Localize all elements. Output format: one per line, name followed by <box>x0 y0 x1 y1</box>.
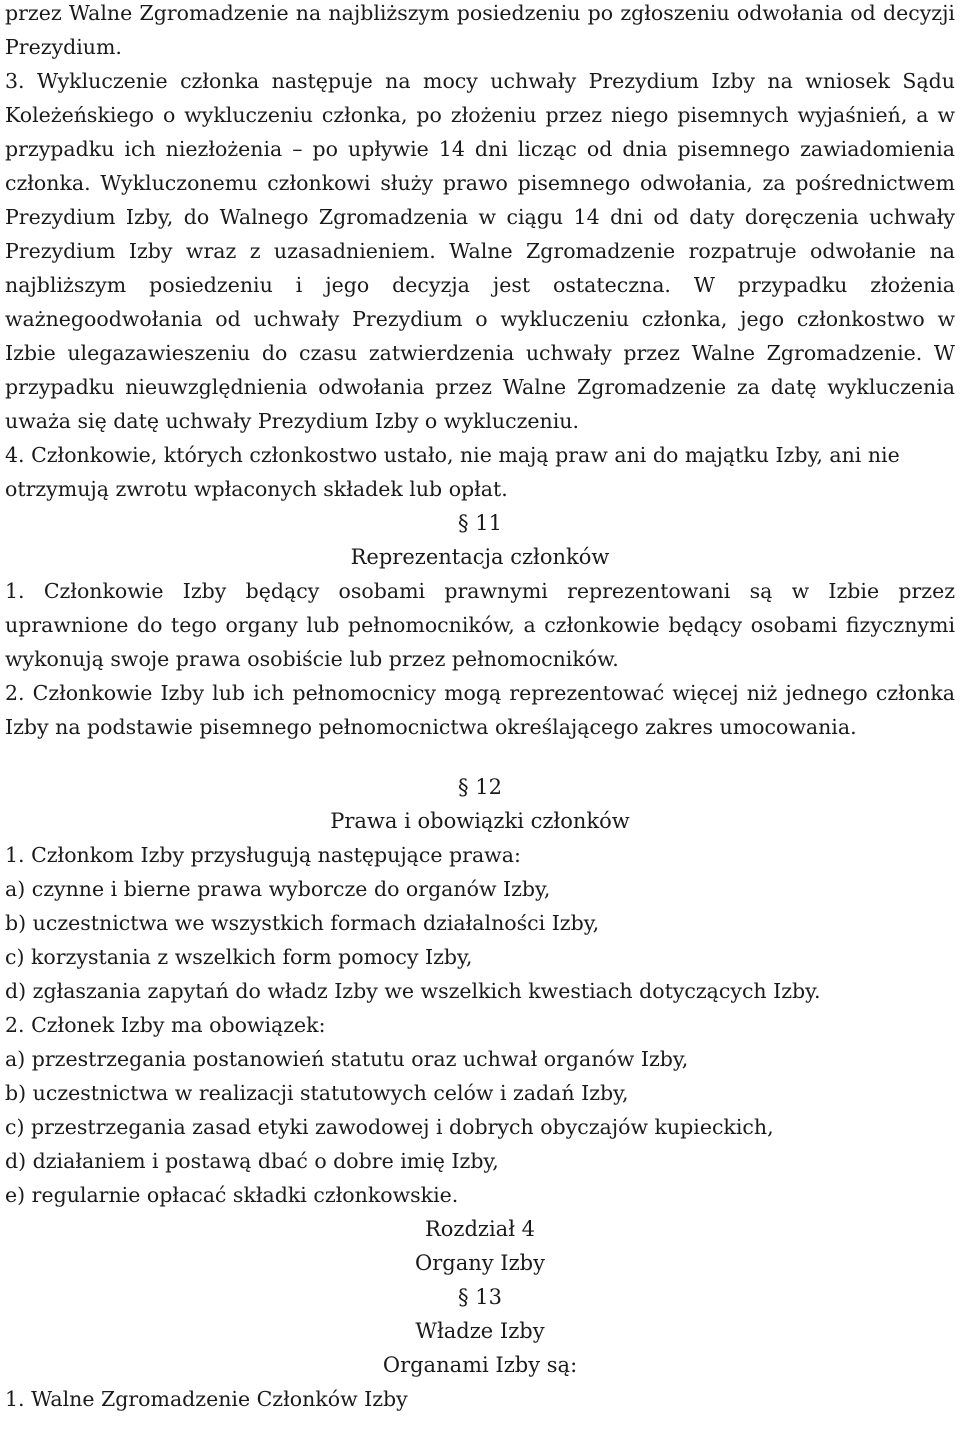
section-12-number: § 12 <box>458 775 502 799</box>
section-11-title: Reprezentacja członków <box>350 545 610 569</box>
section-13-title: Władze Izby <box>415 1319 545 1343</box>
section-13-intro: Organami Izby są: <box>382 1353 578 1377</box>
list-item: 2. Członek Izby ma obowiązek: <box>5 1013 326 1037</box>
section-12-list <box>5 838 955 1212</box>
chapter-4-subtitle: Organy Izby <box>415 1251 545 1275</box>
section-13-item-1: 1. Walne Zgromadzenie Członków Izby <box>5 1387 408 1411</box>
list-item: d) zgłaszania zapytań do władz Izby we wszelkich kwestiach dotyczących Izby. <box>5 979 821 1003</box>
spacer <box>5 744 955 770</box>
paragraph-3-exclusion: 3. Wykluczenie członka następuje na mocy uchwały Prezydium Izby na wniosek Sądu Koleżeńskiego o wykluczeniu członka, po złożeniu przez niego pisemnych wyjaśnień, a w przypadku ich niezłożenia – po upływie 14 dni licząc od dnia pisemnego zawiadomienia członka. Wykluczonemu członkowi służy prawo pisemnego odwołania, za pośrednictwem Prezydium Izby, do Walnego Zgromadzenia w ciągu 14 dni od daty doręczenia uchwały Prezydium Izby wraz z uzasadnieniem. Walne Zgromadzenie rozpatruje odwołanie na najbliższym posiedzeniu i jego decyzja jest ostateczna. W przypadku złożenia ważnegoodwołania od uchwały Prezydium o wykluczeniu członka, jego członkostwo w Izbie ulegazawieszeniu do czasu zatwierdzenia uchwały przez Walne Zgromadzenie. W przypadku nieuwzględnienia odwołania przez Walne Zgromadzenie za datę wykluczenia uważa się datę uchwały Prezydium Izby o wykluczeniu. <box>5 69 955 433</box>
section-11-paragraph-1: 1. Członkowie Izby będący osobami prawnymi reprezentowani są w Izbie przez uprawnione do tego organy lub pełnomocników, a członkowie będący osobami fizycznymi wykonują swoje prawa osobiście lub przez pełnomocników. <box>5 579 955 671</box>
section-12-title: Prawa i obowiązki członków <box>330 809 630 833</box>
document-page <box>5 0 955 1416</box>
list-item: c) przestrzegania zasad etyki zawodowej i dobrych obyczajów kupieckich, <box>5 1115 774 1139</box>
list-item: a) czynne i bierne prawa wyborcze do organów Izby, <box>5 877 551 901</box>
list-item: d) działaniem i postawą dbać o dobre imię Izby, <box>5 1149 499 1173</box>
list-item: b) uczestnictwa we wszystkich formach działalności Izby, <box>5 911 600 935</box>
list-item: c) korzystania z wszelkich form pomocy Izby, <box>5 945 473 969</box>
list-item: e) regularnie opłacać składki członkowskie. <box>5 1183 459 1207</box>
list-item: 1. Członkom Izby przysługują następujące prawa: <box>5 843 521 867</box>
paragraph-continuation: przez Walne Zgromadzenie na najbliższym posiedzeniu po zgłoszeniu odwołania od decyzji Prezydium. <box>5 1 955 59</box>
section-11-number: § 11 <box>458 511 502 535</box>
chapter-4-title: Rozdział 4 <box>424 1217 536 1241</box>
section-13-number: § 13 <box>458 1285 502 1309</box>
section-11-paragraph-2: 2. Członkowie Izby lub ich pełnomocnicy mogą reprezentować więcej niż jednego członka Izby na podstawie pisemnego pełnomocnictwa określającego zakres umocowania. <box>5 681 955 739</box>
paragraph-4-former-members: 4. Członkowie, których członkostwo ustało, nie mają praw ani do majątku Izby, ani nie otrzymują zwrotu wpłaconych składek lub opłat. <box>5 443 900 501</box>
list-item: a) przestrzegania postanowień statutu oraz uchwał organów Izby, <box>5 1047 689 1071</box>
list-item: b) uczestnictwa w realizacji statutowych celów i zadań Izby, <box>5 1081 629 1105</box>
